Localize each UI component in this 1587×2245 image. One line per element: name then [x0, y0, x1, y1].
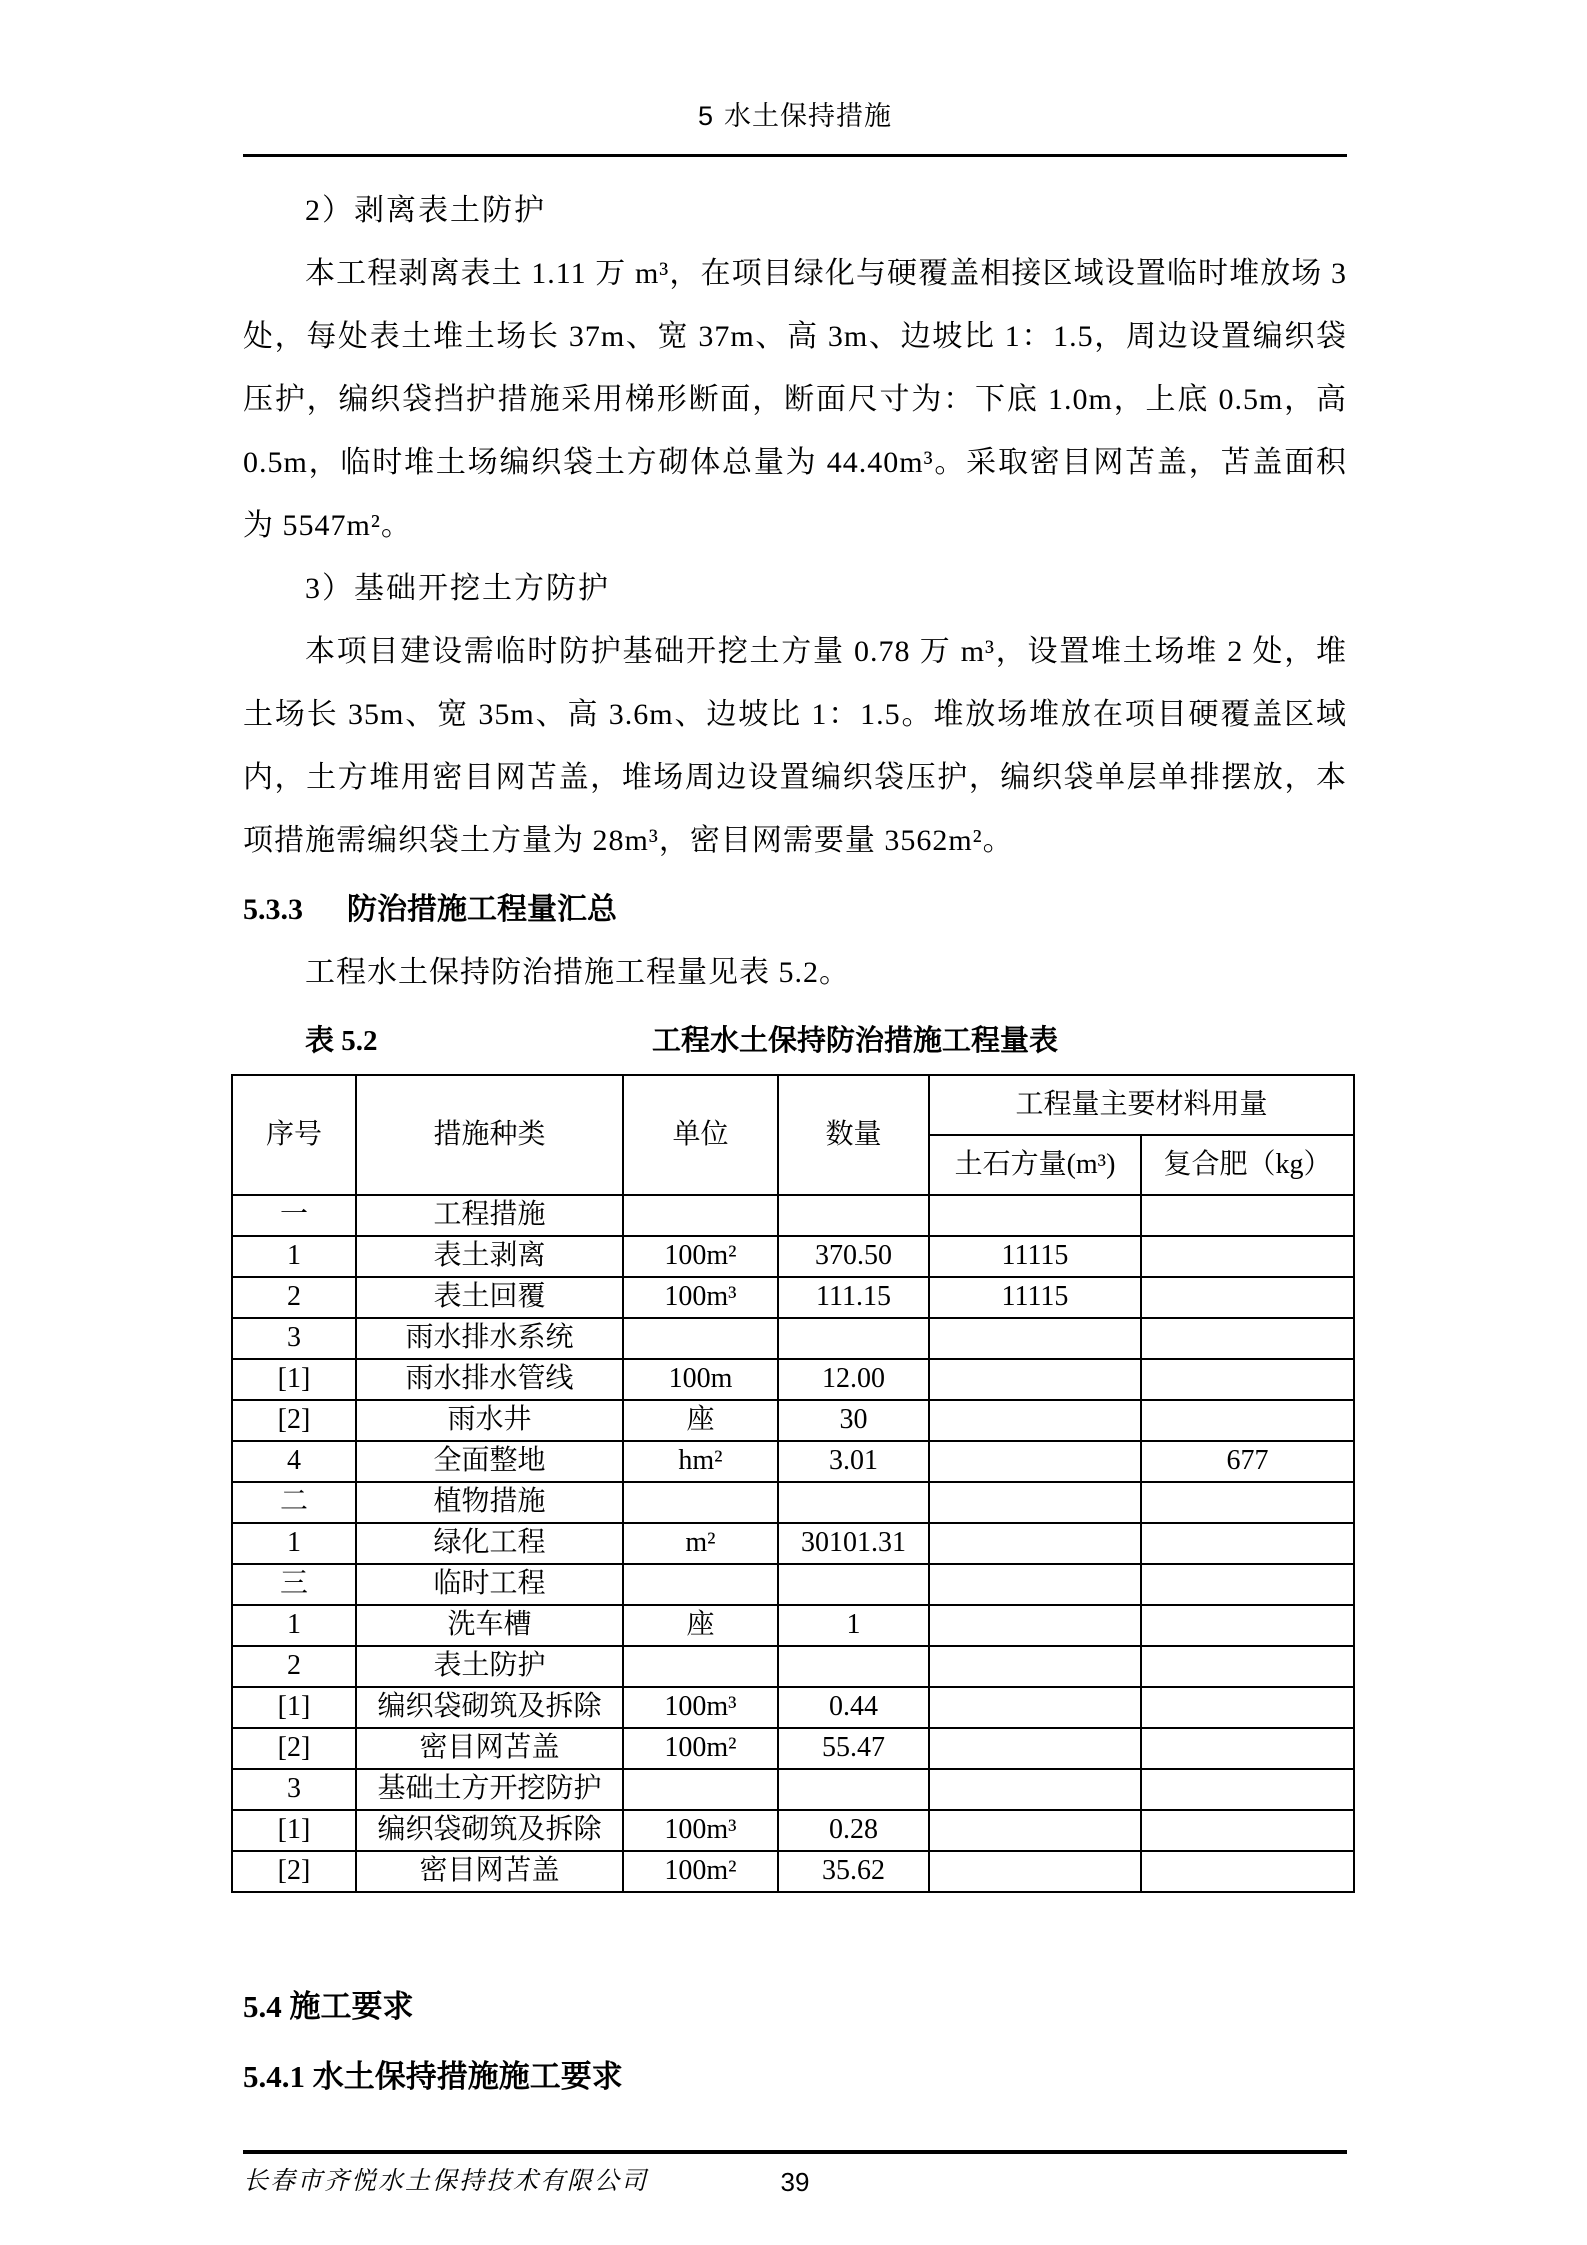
table-header — [232, 1075, 1354, 1195]
table-cell — [1141, 1646, 1354, 1687]
table-row — [232, 1605, 1354, 1646]
table-cell: 100m² — [623, 1851, 778, 1892]
table-cell — [1141, 1605, 1354, 1646]
table-cell: 密目网苫盖 — [356, 1851, 623, 1892]
table-cell: 3 — [232, 1769, 356, 1810]
table-cell — [778, 1646, 929, 1687]
table-row — [232, 1277, 1354, 1318]
chapter-number: 5 — [697, 101, 715, 131]
table-caption — [243, 1018, 1347, 1064]
table-row — [232, 1482, 1354, 1523]
table-cell — [929, 1769, 1141, 1810]
table-cell — [929, 1441, 1141, 1482]
table-cell — [1141, 1728, 1354, 1769]
footer-company-name: 长春市齐悦水土保持技术有限公司 — [243, 2168, 649, 2195]
table-cell: 111.15 — [778, 1277, 929, 1318]
table-cell: 3 — [232, 1318, 356, 1359]
col-header-fertilizer: 复合肥（kg） — [1141, 1135, 1354, 1195]
table-row — [232, 1318, 1354, 1359]
table-cell: [1] — [232, 1359, 356, 1400]
table-cell — [1141, 1769, 1354, 1810]
table-cell: 密目网苫盖 — [356, 1728, 623, 1769]
table-cell — [778, 1769, 929, 1810]
table-cell: [2] — [232, 1851, 356, 1892]
table-row — [232, 1523, 1354, 1564]
table-cell: 0.44 — [778, 1687, 929, 1728]
table-cell — [623, 1769, 778, 1810]
table-cell: 二 — [232, 1482, 356, 1523]
table-cell: 工程措施 — [356, 1195, 623, 1236]
table-cell: [2] — [232, 1400, 356, 1441]
table-cell — [929, 1400, 1141, 1441]
table-cell — [1141, 1195, 1354, 1236]
table-cell — [623, 1195, 778, 1236]
table-cell — [623, 1564, 778, 1605]
table-cell: 12.00 — [778, 1359, 929, 1400]
table-row — [232, 1646, 1354, 1687]
table-cell — [1141, 1482, 1354, 1523]
table-cell — [1141, 1687, 1354, 1728]
table-cell — [1141, 1277, 1354, 1318]
table-cell: 编织袋砌筑及拆除 — [356, 1810, 623, 1851]
table-cell: 100m³ — [623, 1277, 778, 1318]
table-cell: 1 — [232, 1605, 356, 1646]
table-cell — [929, 1195, 1141, 1236]
measures-table-body — [232, 1195, 1354, 1892]
paragraph-table-reference: 工程水土保持防治措施工程量见表 5.2。 — [305, 956, 850, 989]
table-cell: 一 — [232, 1195, 356, 1236]
footer-rule — [243, 2150, 1347, 2154]
table-cell: 677 — [1141, 1441, 1354, 1482]
chapter-title: 水土保持措施 — [724, 101, 893, 131]
table-cell: 100m² — [623, 1236, 778, 1277]
section-number: 5.3.3 — [243, 893, 303, 926]
table-cell: 雨水排水系统 — [356, 1318, 623, 1359]
footer-row — [243, 2164, 1347, 2200]
table-cell: 雨水井 — [356, 1400, 623, 1441]
table-cell: 雨水排水管线 — [356, 1359, 623, 1400]
table-row — [232, 1564, 1354, 1605]
table-cell: 植物措施 — [356, 1482, 623, 1523]
table-row — [232, 1769, 1354, 1810]
table-cell: 三 — [232, 1564, 356, 1605]
table-header-row-1 — [232, 1075, 1354, 1135]
table-cell — [778, 1195, 929, 1236]
table-cell: 55.47 — [778, 1728, 929, 1769]
table-cell: 1 — [778, 1605, 929, 1646]
table-row — [232, 1728, 1354, 1769]
table-cell: 洗车槽 — [356, 1605, 623, 1646]
table-cell: hm² — [623, 1441, 778, 1482]
table-cell: 2 — [232, 1646, 356, 1687]
table-cell: 4 — [232, 1441, 356, 1482]
table-cell: 30 — [778, 1400, 929, 1441]
table-cell — [1141, 1318, 1354, 1359]
table-cell — [929, 1605, 1141, 1646]
table-cell — [929, 1810, 1141, 1851]
table-cell: 1 — [232, 1523, 356, 1564]
table-cell — [929, 1687, 1141, 1728]
table-cell: m² — [623, 1523, 778, 1564]
table-cell — [1141, 1400, 1354, 1441]
table-cell — [929, 1564, 1141, 1605]
table-caption-title: 工程水土保持防治措施工程量表 — [651, 1025, 1058, 1057]
table-row — [232, 1851, 1354, 1892]
table-cell: 30101.31 — [778, 1523, 929, 1564]
paragraph-excavation-protection: 本项目建设需临时防护基础开挖土方量 0.78 万 m³，设置堆土场堆 2 处，堆土场长 35m、宽 35m、高 3.6m、边坡比 1：1.5。堆放场堆放在项目硬覆盖区域内，土方堆用密目网苫盖，堆场周边设置编织袋压护，编织袋单层单排摆放，本项措施需编织袋土方量为 28m³，密目网需要量 3562m²。 — [243, 635, 1347, 857]
table-cell: 11115 — [929, 1236, 1141, 1277]
table-cell: 2 — [232, 1277, 356, 1318]
table-cell: [1] — [232, 1810, 356, 1851]
table-cell — [929, 1318, 1141, 1359]
table-cell: 370.50 — [778, 1236, 929, 1277]
page-header — [243, 0, 1347, 136]
col-header-unit: 单位 — [623, 1075, 778, 1195]
table-cell: 100m³ — [623, 1687, 778, 1728]
table-cell: [1] — [232, 1687, 356, 1728]
table-row — [232, 1236, 1354, 1277]
table-cell: 全面整地 — [356, 1441, 623, 1482]
table-cell: 0.28 — [778, 1810, 929, 1851]
table-row — [232, 1195, 1354, 1236]
table-cell: 编织袋砌筑及拆除 — [356, 1687, 623, 1728]
table-cell — [929, 1646, 1141, 1687]
table-cell — [778, 1482, 929, 1523]
table-cell — [623, 1318, 778, 1359]
col-header-seq: 序号 — [232, 1075, 356, 1195]
table-cell: [2] — [232, 1728, 356, 1769]
table-cell — [1141, 1523, 1354, 1564]
table-cell — [929, 1851, 1141, 1892]
table-cell: 100m³ — [623, 1810, 778, 1851]
sub-heading-strip-topsoil: 2）剥离表土防护 — [305, 194, 546, 227]
table-cell: 座 — [623, 1605, 778, 1646]
table-cell — [1141, 1564, 1354, 1605]
table-cell — [778, 1318, 929, 1359]
table-row — [232, 1441, 1354, 1482]
table-cell — [929, 1523, 1141, 1564]
table-cell: 表土剥离 — [356, 1236, 623, 1277]
table-cell — [623, 1646, 778, 1687]
col-header-quantity: 数量 — [778, 1075, 929, 1195]
section-title: 防治措施工程量汇总 — [347, 893, 617, 926]
table-cell: 100m — [623, 1359, 778, 1400]
section-heading-541: 5.4.1 水土保持措施施工要求 — [243, 2059, 623, 2094]
table-row — [232, 1810, 1354, 1851]
page-footer — [243, 2150, 1347, 2200]
col-header-earthwork: 土石方量(m³) — [929, 1135, 1141, 1195]
table-cell: 35.62 — [778, 1851, 929, 1892]
table-cell: 100m² — [623, 1728, 778, 1769]
table-cell: 3.01 — [778, 1441, 929, 1482]
sub-heading-excavation: 3）基础开挖土方防护 — [305, 572, 610, 605]
section-heading-54: 5.4 施工要求 — [243, 1989, 414, 2024]
table-cell: 1 — [232, 1236, 356, 1277]
table-caption-label: 表 5.2 — [305, 1025, 378, 1057]
section-heading-533 — [243, 878, 1347, 941]
table-cell: 11115 — [929, 1277, 1141, 1318]
col-header-measure-type: 措施种类 — [356, 1075, 623, 1195]
col-header-materials-group: 工程量主要材料用量 — [929, 1075, 1354, 1135]
header-rule — [243, 154, 1347, 157]
table-cell — [1141, 1810, 1354, 1851]
table-cell — [1141, 1851, 1354, 1892]
measures-quantity-table — [231, 1074, 1355, 1893]
table-cell — [778, 1564, 929, 1605]
page-number: 39 — [780, 2167, 810, 2197]
table-cell — [929, 1728, 1141, 1769]
table-cell: 绿化工程 — [356, 1523, 623, 1564]
table-cell: 表土回覆 — [356, 1277, 623, 1318]
table-cell: 临时工程 — [356, 1564, 623, 1605]
table-cell — [623, 1482, 778, 1523]
table-cell: 表土防护 — [356, 1646, 623, 1687]
table-row — [232, 1687, 1354, 1728]
table-cell: 座 — [623, 1400, 778, 1441]
table-cell — [1141, 1359, 1354, 1400]
table-row — [232, 1359, 1354, 1400]
table-cell — [929, 1359, 1141, 1400]
paragraph-topsoil-protection: 本工程剥离表土 1.11 万 m³，在项目绿化与硬覆盖相接区域设置临时堆放场 3 处，每处表土堆土场长 37m、宽 37m、高 3m、边坡比 1：1.5，周边设置编织袋压护，编织袋挡护措施采用梯形断面，断面尺寸为：下底 1.0m，上底 0.5m，高 0.5m，临时堆土场编织袋土方砌体总量为 44.40m³。采取密目网苫盖，苫盖面积为 5547m²。 — [243, 257, 1347, 542]
table-cell — [929, 1482, 1141, 1523]
table-cell: 基础土方开挖防护 — [356, 1769, 623, 1810]
table-cell — [1141, 1236, 1354, 1277]
table-row — [232, 1400, 1354, 1441]
